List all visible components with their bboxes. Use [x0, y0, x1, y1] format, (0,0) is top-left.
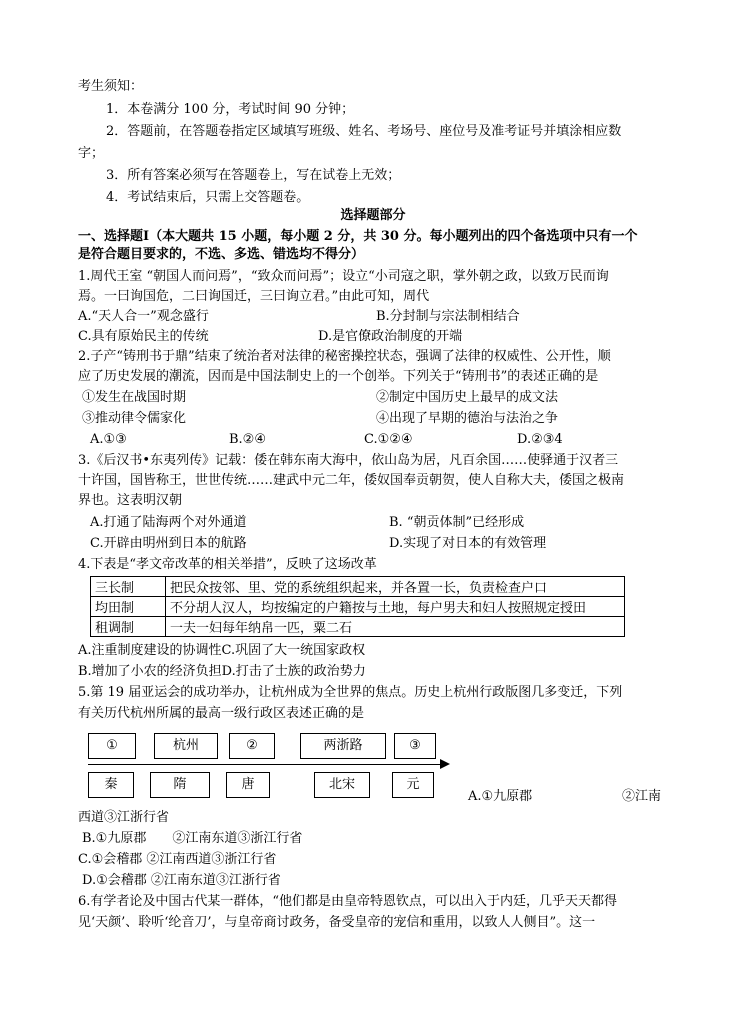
q3-stem-2: 十许国，国皆称王，世世传统……建武中元二年，倭奴国奉贡朝贺，使人自称大夫，倭国之极南	[78, 473, 625, 488]
timeline-box-1: ①	[88, 733, 136, 759]
q6-stem-1: 6.有学者论及中国古代某一群体，“他们都是由皇帝特恩钦点，可以出入于内廷，几乎天天都得	[78, 894, 618, 909]
q2-stem-2: 应了历史发展的潮流，因而是中国法制史上的一个创举。下列关于“铸刑书”的表述正确的是	[78, 369, 599, 384]
q5-option-d: D.①会稽郡 ②江南东道③江浙行省	[82, 873, 281, 888]
q5-option-a-part1: A.①九原郡	[468, 789, 533, 804]
q5-option-a-part2: ②江南	[622, 789, 662, 804]
table-cell-measure: 三长制	[91, 577, 166, 597]
timeline-axis	[88, 764, 440, 765]
q3-option-c: C.开辟由明州到日本的航路	[90, 536, 247, 551]
q4-options-ac: A.注重制度建设的协调性C.巩固了大一统国家政权	[78, 643, 366, 658]
table-row	[91, 577, 625, 597]
section-title: 选择题部分	[340, 208, 406, 223]
table-cell-content: 把民众按邻、里、党的系统组织起来，并各置一长，负责检查户口	[166, 577, 625, 597]
q4-options-bd: B.增加了小农的经济负担D.打击了士族的政治势力	[78, 664, 366, 679]
table-cell-measure: 均田制	[91, 597, 166, 617]
q1-option-d: D.是官僚政治制度的开端	[318, 329, 463, 344]
timeline-era-tang: 唐	[226, 772, 270, 798]
q3-stem-3: 界也。这表明汉朝	[78, 493, 183, 508]
q2-option-c: C.①②④	[364, 432, 413, 447]
section-intro-2: 是符合题目要求的，不选、多选、错选均不得分）	[78, 247, 365, 262]
table-row	[91, 597, 625, 617]
table-cell-content: 一夫一妇每年纳帛一匹，粟二石	[166, 617, 625, 637]
notice-item-2: 2．答题前，在答题卷指定区域填写班级、姓名、考场号、座位号及准考证号并填涂相应数	[106, 124, 622, 139]
timeline-box-liangzhe: 两浙路	[300, 733, 386, 759]
q5-option-b: B.①九原郡 ②江南东道③浙江行省	[82, 831, 303, 846]
timeline-era-northern-song: 北宋	[314, 772, 370, 798]
reform-table	[90, 576, 625, 637]
notice-item-3: 3．所有答案必须写在答题卷上，写在试卷上无效；	[106, 168, 401, 183]
q5-option-c: C.①会稽郡 ②江南西道③浙江行省	[78, 852, 277, 867]
timeline-era-yuan: 元	[392, 772, 434, 798]
timeline-arrow-icon	[440, 759, 450, 769]
q5-stem-1: 5.第 19 届亚运会的成功举办，让杭州成为全世界的焦点。历史上杭州行政版图几多变迁，下列	[78, 685, 623, 700]
q4-stem: 4.下表是“孝文帝改革的相关举措”，反映了这场改革	[78, 557, 377, 572]
timeline-box-2: ②	[229, 733, 275, 759]
notice-item-2-cont: 字；	[78, 146, 105, 161]
q1-option-b: B.分封制与宗法制相结合	[376, 309, 520, 324]
timeline-box-3: ③	[394, 733, 436, 759]
table-row	[91, 617, 625, 637]
q1-option-c: C.具有原始民主的传统	[78, 329, 209, 344]
q2-option-d: D.②③4	[517, 432, 563, 447]
q2-statement-3: ③推动律令儒家化	[82, 411, 187, 426]
timeline-era-qin: 秦	[88, 772, 134, 798]
q2-statement-4: ④出现了早期的德治与法治之争	[376, 411, 559, 426]
table-cell-content: 不分胡人汉人，均按编定的户籍按与土地，每户男夫和妇人按照规定授田	[166, 597, 625, 617]
q2-option-a: A.①③	[90, 432, 127, 447]
q5-option-a-cont: 西道③江浙行省	[78, 810, 170, 825]
table-cell-measure: 租调制	[91, 617, 166, 637]
notice-title: 考生须知：	[78, 79, 144, 94]
q2-statement-2: ②制定中国历史上最早的成文法	[376, 390, 559, 405]
q1-stem-1: 1.周代王室 “朝国人而问焉”，“致众而问焉”；设立“小司寇之职，掌外朝之政，以致万民而询	[78, 269, 609, 284]
q3-option-d: D.实现了对日本的有效管理	[389, 536, 547, 551]
notice-item-1: 1．本卷满分 100 分，考试时间 90 分钟；	[106, 102, 355, 117]
q3-option-b: B. “朝贡体制”已经形成	[389, 515, 525, 530]
q1-option-a: A.“天人合一”观念盛行	[78, 309, 209, 324]
q3-option-a: A.打通了陆海两个对外通道	[90, 515, 247, 530]
q1-stem-2: 焉。一曰询国危，二曰询国迁，三曰询立君。”由此可知，周代	[78, 289, 430, 304]
q2-option-b: B.②④	[229, 432, 266, 447]
q5-stem-2: 有关历代杭州所属的最高一级行政区表述正确的是	[78, 706, 365, 721]
q2-statement-1: ①发生在战国时期	[82, 390, 187, 405]
q3-stem-1: 3.《后汉书•东夷列传》记载：倭在韩东南大海中，依山岛为居，凡百余国……使驿通于汉者三	[78, 453, 619, 468]
notice-item-4: 4．考试结束后，只需上交答题卷。	[106, 190, 310, 205]
q2-stem-1: 2.子产“铸刑书于鼎”结束了统治者对法律的秘密操控状态，强调了法律的权威性、公开性，顺	[78, 349, 611, 364]
timeline-box-hangzhou: 杭州	[154, 733, 218, 759]
q6-stem-2: 见‘天颜’、聆听‘纶音刀’，与皇帝商讨政务，备受皇帝的宠信和重用，以致人人侧目”。这一	[78, 915, 596, 930]
timeline-era-sui: 隋	[150, 772, 210, 798]
section-intro-1: 一、选择题Ⅰ（本大题共 15 小题，每小题 2 分，共 30 分。每小题列出的四个备选项中只有一个	[78, 229, 638, 244]
